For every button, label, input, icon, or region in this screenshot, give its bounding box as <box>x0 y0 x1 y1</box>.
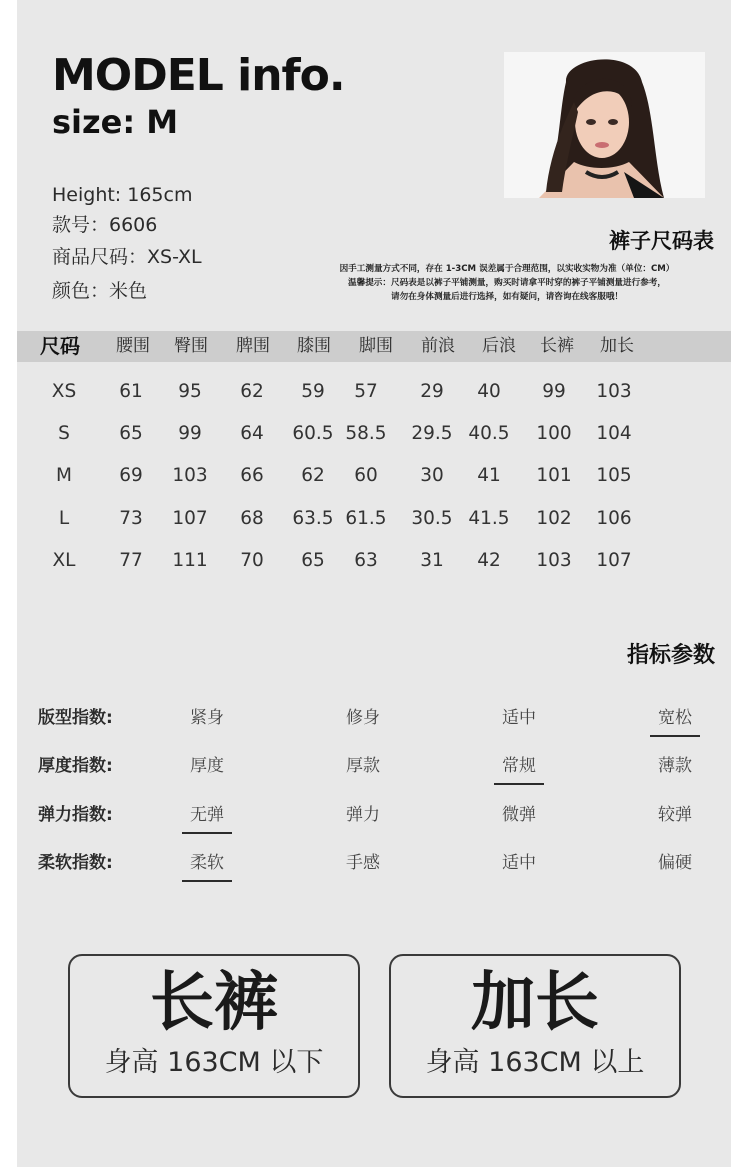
size-value-cell: 107 <box>172 508 208 529</box>
size-value-cell: 66 <box>240 465 264 486</box>
index-row-label: 柔软指数: <box>38 853 113 873</box>
size-note-2: 温馨提示：尺码表是以裤子平铺测量，购买时请拿平时穿的裤子平铺测量进行参考， <box>348 278 666 288</box>
size-chart-title: 裤子尺码表 <box>609 229 714 253</box>
model-size: size: M <box>52 103 179 141</box>
size-value-cell: 100 <box>536 423 572 444</box>
model-photo <box>504 52 705 198</box>
index-option: 弹力 <box>346 805 380 825</box>
size-table-header: 加长 <box>600 336 634 356</box>
size-value-cell: 99 <box>542 381 566 402</box>
size-value-cell: 99 <box>178 423 202 444</box>
size-table-header: 长裤 <box>540 336 574 356</box>
model-height: Height: 165cm <box>52 184 193 206</box>
size-label-cell: M <box>56 465 72 486</box>
size-range: 商品尺码：XS-XL <box>52 246 202 268</box>
style-number: 款号：6606 <box>52 214 158 236</box>
size-note-3: 请勿在身体测量后进行选择，如有疑问，请咨询在线客服哦！ <box>390 292 624 302</box>
size-value-cell: 58.5 <box>345 423 387 444</box>
index-option-selected: 宽松 <box>640 703 710 733</box>
size-value-cell: 104 <box>596 423 632 444</box>
size-value-cell: 64 <box>240 423 264 444</box>
index-option: 薄款 <box>658 756 692 776</box>
size-value-cell: 29 <box>420 381 444 402</box>
size-value-cell: 63 <box>354 550 378 571</box>
size-value-cell: 61 <box>119 381 143 402</box>
size-value-cell: 61.5 <box>345 508 387 529</box>
size-value-cell: 103 <box>172 465 208 486</box>
size-value-cell: 57 <box>354 381 378 402</box>
size-value-cell: 40 <box>477 381 501 402</box>
index-option: 适中 <box>502 708 536 728</box>
size-value-cell: 29.5 <box>411 423 453 444</box>
size-value-cell: 59 <box>301 381 325 402</box>
length-box-extended <box>389 954 681 1098</box>
size-value-cell: 105 <box>596 465 632 486</box>
index-option: 较弹 <box>658 805 692 825</box>
size-value-cell: 63.5 <box>292 508 334 529</box>
size-value-cell: 65 <box>301 550 325 571</box>
index-option-selected: 常规 <box>484 751 554 781</box>
index-option: 适中 <box>502 853 536 873</box>
size-value-cell: 70 <box>240 550 264 571</box>
size-value-cell: 40.5 <box>468 423 510 444</box>
size-value-cell: 30.5 <box>411 508 453 529</box>
index-option: 修身 <box>346 708 380 728</box>
size-label-cell: XS <box>51 381 77 402</box>
length-box-subtitle: 身高 163CM 以下 <box>104 1047 324 1078</box>
size-value-cell: 111 <box>172 550 208 571</box>
size-value-cell: 69 <box>119 465 143 486</box>
size-value-cell: 30 <box>420 465 444 486</box>
size-value-cell: 107 <box>596 550 632 571</box>
size-value-cell: 62 <box>240 381 264 402</box>
size-value-cell: 68 <box>240 508 264 529</box>
index-option: 偏硬 <box>658 853 692 873</box>
index-option: 微弹 <box>502 805 536 825</box>
size-note-1: 因手工测量方式不同，存在 1-3CM 误差属于合理范围，以实收实物为准（单位：CM） <box>339 264 675 274</box>
size-label-cell: S <box>58 423 70 444</box>
size-value-cell: 62 <box>301 465 325 486</box>
size-value-cell: 73 <box>119 508 143 529</box>
length-box-title: 加长 <box>471 966 599 1040</box>
size-table-header: 膝围 <box>297 336 331 356</box>
index-title: 指标参数 <box>626 643 715 668</box>
index-option: 厚款 <box>346 756 380 776</box>
size-label-cell: XL <box>52 550 76 571</box>
size-table-header: 腰围 <box>116 336 150 356</box>
index-option-selected: 无弹 <box>172 800 242 830</box>
size-table-header: 后浪 <box>482 336 516 356</box>
size-label-cell: L <box>58 508 70 529</box>
size-table-header: 尺码 <box>40 334 80 358</box>
size-value-cell: 41 <box>477 465 501 486</box>
size-value-cell: 65 <box>119 423 143 444</box>
size-value-cell: 106 <box>596 508 632 529</box>
length-box-regular <box>68 954 360 1098</box>
index-option: 手感 <box>346 853 380 873</box>
size-value-cell: 95 <box>178 381 202 402</box>
index-row-label: 厚度指数: <box>38 756 113 776</box>
size-value-cell: 42 <box>477 550 501 571</box>
size-value-cell: 60.5 <box>292 423 334 444</box>
size-table-header: 脚围 <box>359 336 393 356</box>
size-table-header: 脾围 <box>236 336 270 356</box>
index-row-label: 弹力指数: <box>38 805 113 825</box>
size-value-cell: 60 <box>354 465 378 486</box>
length-box-title: 长裤 <box>150 966 278 1040</box>
size-value-cell: 41.5 <box>468 508 510 529</box>
index-option-selected: 柔软 <box>172 848 242 878</box>
model-info-title: MODEL info. <box>52 50 345 101</box>
product-color: 颜色：米色 <box>52 280 148 302</box>
size-value-cell: 103 <box>536 550 572 571</box>
size-value-cell: 77 <box>119 550 143 571</box>
index-option: 紧身 <box>190 708 224 728</box>
length-box-subtitle: 身高 163CM 以上 <box>425 1047 645 1078</box>
size-table-header: 前浪 <box>421 336 455 356</box>
index-option: 厚度 <box>190 756 224 776</box>
size-value-cell: 103 <box>596 381 632 402</box>
index-row-label: 版型指数: <box>38 708 113 728</box>
size-table-header: 臀围 <box>174 336 208 356</box>
size-value-cell: 31 <box>420 550 444 571</box>
size-value-cell: 101 <box>536 465 572 486</box>
size-value-cell: 102 <box>536 508 572 529</box>
